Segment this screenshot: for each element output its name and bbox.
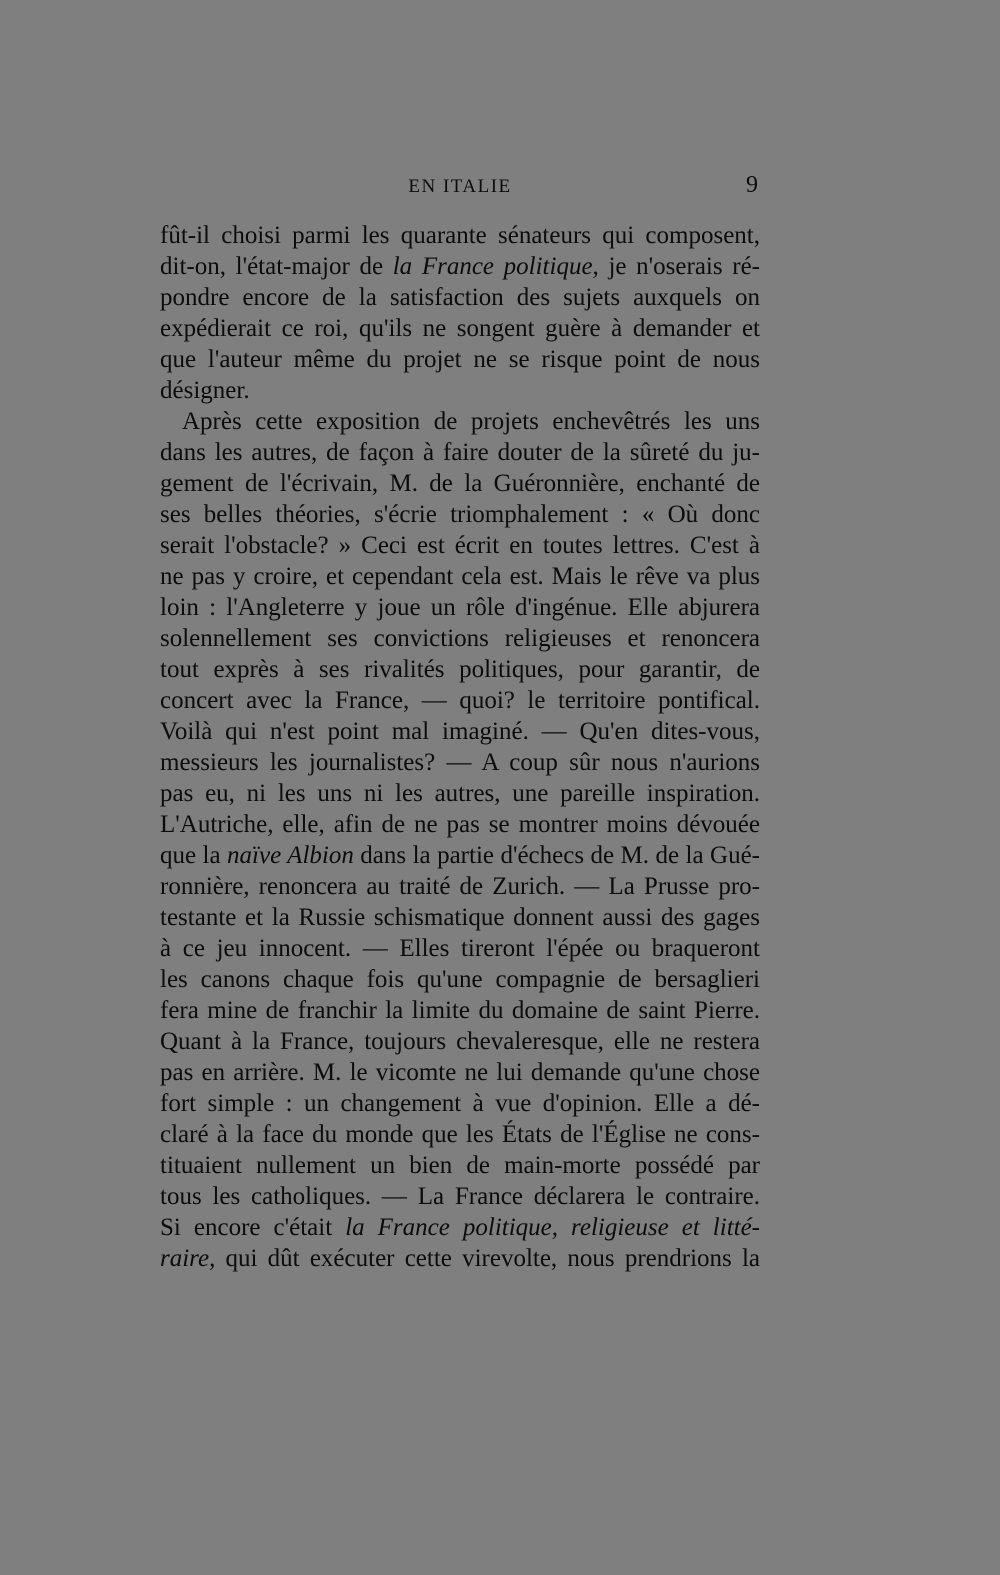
text-line: ronnière, renoncera au traité de Zurich. — La Prusse pro-: [160, 873, 760, 900]
text-line: tout exprès à ses rivalités politiques, pour garantir, de: [160, 656, 760, 683]
text-line: désigner.: [160, 377, 250, 404]
body-text: [160, 220, 760, 1274]
page-number: 9: [746, 172, 758, 198]
text-line: pas eu, ni les uns ni les autres, une pareille inspiration.: [160, 780, 760, 807]
text-line: Après cette exposition de projets enchevêtrés les uns: [182, 408, 760, 435]
italic-title: la France politique, religieuse et litté-: [345, 1214, 761, 1241]
text-line: les canons chaque fois qu'une compagnie de bersaglieri: [160, 966, 760, 993]
text-line: L'Autriche, elle, afin de ne pas se montrer moins dévouée: [160, 811, 760, 838]
text-line: fera mine de franchir la limite du domaine de saint Pierre.: [160, 997, 760, 1024]
text-line: fût-il choisi parmi les quarante sénateurs qui composent,: [160, 222, 760, 249]
text-line: Si encore c'était la France politique, religieuse et litté-: [160, 1214, 761, 1241]
text-line: expédierait ce roi, qu'ils ne songent guère à demander et: [160, 315, 760, 342]
text-line: Voilà qui n'est point mal imaginé. — Qu'en dites-vous,: [160, 718, 760, 745]
text-line: tous les catholiques. — La France déclarera le contraire.: [160, 1183, 760, 1210]
text-line: à ce jeu innocent. — Elles tireront l'épée ou braqueront: [160, 935, 760, 962]
text-line: pondre encore de la satisfaction des sujets auxquels on: [160, 284, 760, 311]
page-header: [160, 172, 760, 206]
text-line: claré à la face du monde que les États de l'Église ne cons-: [160, 1121, 760, 1148]
text-line: dans les autres, de façon à faire douter de la sûreté du ju-: [160, 439, 760, 466]
text-line: concert avec la France, — quoi? le territoire pontifical.: [160, 687, 760, 714]
text-line: Quant à la France, toujours chevaleresque, elle ne restera: [160, 1028, 760, 1055]
text-line: gement de l'écrivain, M. de la Guéronnière, enchanté de: [160, 470, 760, 497]
text-line: fort simple : un changement à vue d'opinion. Elle a dé-: [160, 1090, 760, 1117]
running-title: EN ITALIE: [408, 176, 512, 197]
text-line: tituaient nullement un bien de main-morte possédé par: [160, 1152, 760, 1179]
text-line: loin : l'Angleterre y joue un rôle d'ingénue. Elle abjurera: [160, 594, 760, 621]
text-line: ses belles théories, s'écrie triomphalement : « Où donc: [160, 501, 760, 528]
text-line: raire, qui dût exécuter cette virevolte, nous prendrions la: [160, 1245, 760, 1272]
text-line: serait l'obstacle? » Ceci est écrit en toutes lettres. C'est à: [160, 532, 760, 559]
text-line: dit-on, l'état-major de la France politique, je n'oserais ré-: [160, 253, 760, 280]
text-line: pas en arrière. M. le vicomte ne lui demande qu'une chose: [160, 1059, 760, 1086]
italic-title: la France politique,: [392, 253, 599, 280]
italic-phrase: naïve Albion: [227, 842, 354, 869]
text-line: testante et la Russie schismatique donnent aussi des gages: [160, 904, 760, 931]
text-line: solennellement ses convictions religieuses et renoncera: [160, 625, 760, 652]
text-line: messieurs les journalistes? — A coup sûr nous n'aurions: [160, 749, 760, 776]
text-line: que l'auteur même du projet ne se risque point de nous: [160, 346, 760, 373]
text-line: que la naïve Albion dans la partie d'échecs de M. de la Gué-: [160, 842, 760, 869]
italic-title: raire,: [160, 1245, 216, 1272]
text-line: ne pas y croire, et cependant cela est. Mais le rêve va plus: [160, 563, 760, 590]
